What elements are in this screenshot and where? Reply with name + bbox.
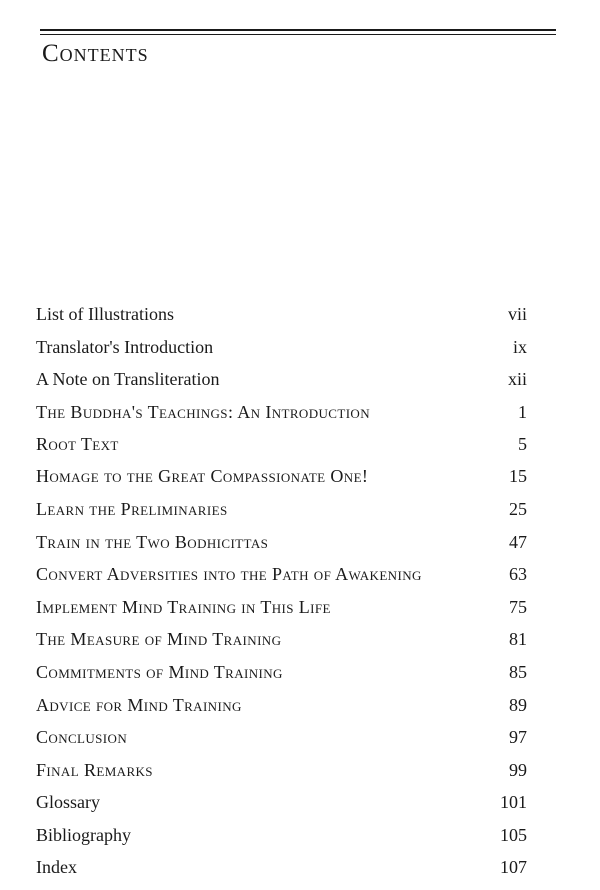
toc-entry-title: Bibliography	[36, 825, 131, 845]
toc-entry-title: Train in the Two Bodhicittas	[36, 532, 269, 552]
toc-entry-title: A Note on Transliteration	[36, 369, 220, 389]
toc-entry-glossary[interactable]	[36, 792, 527, 816]
toc-entry-page: 25	[509, 499, 527, 519]
toc-entry-page: 101	[500, 792, 527, 812]
toc-entry-title: Index	[36, 857, 77, 877]
toc-entry-title: Implement Mind Training in This Life	[36, 597, 331, 617]
toc-entry-title: Final Remarks	[36, 760, 153, 780]
toc-entry-title: Homage to the Great Compassionate One!	[36, 466, 369, 486]
toc-entry-homage[interactable]	[36, 466, 527, 490]
toc-entry-two-bodhicittas[interactable]	[36, 532, 527, 556]
toc-entry-page: 85	[509, 662, 527, 682]
header-rule-thick	[40, 29, 556, 31]
toc-entry-title: The Buddha's Teachings: An Introduction	[36, 402, 371, 422]
toc-entry-translators-introduction[interactable]	[36, 337, 527, 361]
toc-entry-index[interactable]	[36, 857, 527, 881]
toc-entry-page: vii	[507, 304, 527, 324]
header-rule-thin	[40, 34, 556, 35]
toc-entry-page: 15	[509, 466, 527, 486]
toc-entry-page: 1	[518, 402, 527, 422]
toc-entry-title: The Measure of Mind Training	[36, 629, 282, 649]
toc-entry-title: Convert Adversities into the Path of Awakening	[36, 564, 422, 584]
toc-entry-page: xii	[507, 369, 527, 389]
toc-entry-buddhas-teachings[interactable]	[36, 402, 527, 426]
toc-entry-title: Glossary	[36, 792, 100, 812]
toc-entry-page: 47	[509, 532, 527, 552]
toc-entry-final-remarks[interactable]	[36, 760, 527, 784]
toc-entry-title: Conclusion	[36, 727, 128, 747]
toc-entry-title: Learn the Preliminaries	[36, 499, 228, 519]
toc-entry-conclusion[interactable]	[36, 727, 527, 751]
toc-entry-title: Advice for Mind Training	[36, 695, 242, 715]
toc-entry-list-of-illustrations[interactable]	[36, 304, 527, 328]
page-title: Contents	[42, 40, 149, 67]
toc-entry-root-text[interactable]	[36, 434, 527, 458]
toc-entry-measure-of-mind-training[interactable]	[36, 629, 527, 653]
toc-entry-note-on-transliteration[interactable]	[36, 369, 527, 393]
toc-entry-learn-the-preliminaries[interactable]	[36, 499, 527, 523]
toc-entry-page: 75	[509, 597, 527, 617]
toc-entry-title: Translator's Introduction	[36, 337, 214, 357]
toc-entry-page: 99	[509, 760, 527, 780]
toc-entry-page: 63	[509, 564, 527, 584]
toc-entry-page: 97	[509, 727, 527, 747]
toc-entry-title: List of Illustrations	[36, 304, 174, 324]
toc-entry-page: 107	[500, 857, 527, 877]
toc-entry-convert-adversities[interactable]	[36, 564, 527, 588]
toc-entry-title: Commitments of Mind Training	[36, 662, 283, 682]
toc-entry-page: ix	[512, 337, 527, 357]
toc-entry-title: Root Text	[36, 434, 119, 454]
toc-entry-page: 5	[518, 434, 527, 454]
toc-entry-bibliography[interactable]	[36, 825, 527, 849]
toc-entry-page: 89	[509, 695, 527, 715]
toc-entry-page: 105	[500, 825, 527, 845]
toc-entry-implement-mind-training[interactable]	[36, 597, 527, 621]
toc-entry-commitments[interactable]	[36, 662, 527, 686]
toc-entry-page: 81	[509, 629, 527, 649]
toc-entry-advice[interactable]	[36, 695, 527, 719]
